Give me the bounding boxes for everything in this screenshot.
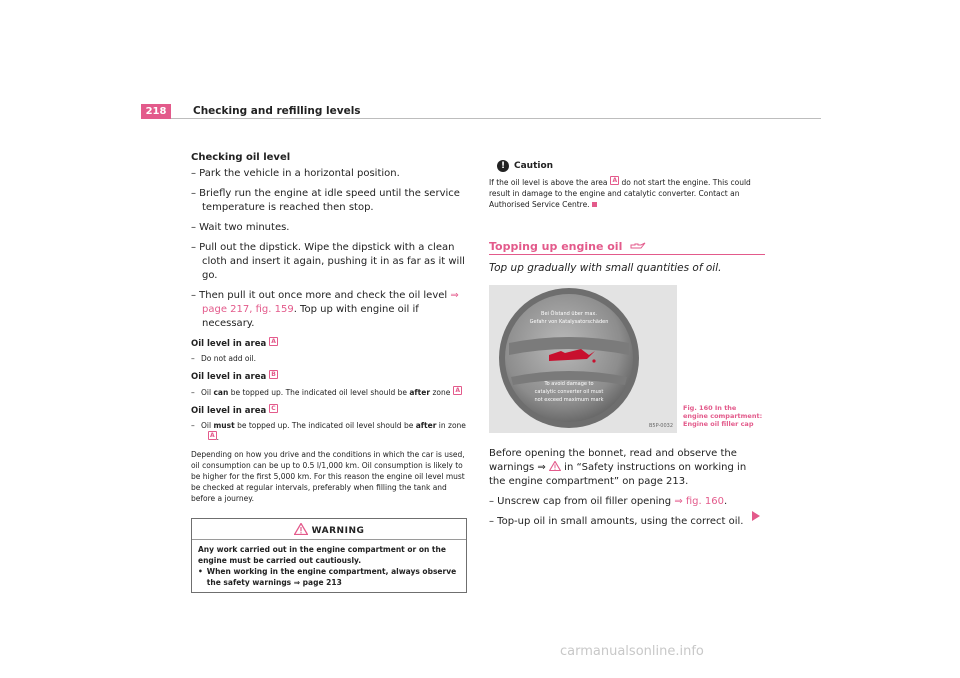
area-c-title — [191, 404, 467, 416]
warning-header — [192, 519, 466, 539]
warning-body — [192, 539, 466, 588]
step-3: – Wait two minutes. — [191, 222, 290, 233]
area-b-badge-2: A — [455, 387, 460, 394]
oil-filler-cap-illustration — [489, 285, 677, 433]
oil-consumption-paragraph: Depending on how you drive and the conditions in which the car is used, oil consumption can be up to 0.5 l/1,000 km. Oil consumption is likely to be higher for the first 5,000 km. For this reason the engine oil level must be checked at regular intervals, preferably when filling the tank and before a journey. — [191, 450, 465, 503]
area-b-text-1: Oil — [201, 388, 214, 397]
area-a-badge: A — [271, 338, 276, 345]
area-b-text-3: zone — [430, 388, 451, 397]
continue-arrow-icon — [752, 511, 760, 521]
page-number: 218 — [141, 104, 171, 119]
area-b-title — [191, 370, 467, 382]
area-b-badge: B — [271, 371, 276, 378]
warning-title: WARNING — [311, 526, 365, 536]
fig-160-link[interactable]: ⇒ fig. 160 — [674, 496, 724, 507]
step-5-text-end: . Top up with engine oil if necessary. — [202, 304, 419, 329]
section-title — [489, 240, 646, 253]
figure-caption: Fig. 160 In the engine compartment: Engine oil filler cap — [683, 404, 763, 428]
caution-icon: ! — [497, 160, 509, 172]
left-column — [191, 152, 467, 593]
caution-text-1: If the oil level is above the area — [489, 178, 608, 187]
cap-text-de-1: Bei Ölstand über max. — [541, 311, 597, 317]
area-b-bold-1: can — [213, 388, 229, 397]
warning-triangle-icon — [294, 523, 308, 535]
lead-text: Top up gradually with small quantities of oil. — [489, 262, 722, 274]
area-b-step: – Oil can be topped up. The indicated oil level should be after zone A — [191, 387, 460, 397]
area-b-bold-2: after — [409, 388, 431, 397]
step-unscrew-end: . — [723, 496, 728, 507]
warning-line-1: Any work carried out in the engine compartment or on the engine must be carried out cautiously. — [198, 545, 446, 565]
area-a-step-text: Do not add oil. — [201, 354, 257, 363]
caution-badge-a: A — [612, 177, 618, 184]
checking-oil-heading: Checking oil level — [191, 152, 291, 163]
warning-bullet-row — [198, 566, 460, 588]
end-of-section-icon — [592, 202, 597, 207]
cap-text-de-2: Gefahr von Katalysatorschäden — [529, 319, 609, 325]
right-body — [489, 447, 765, 535]
step-unscrew-text: – Unscrew cap from oil filler opening — [489, 496, 675, 507]
area-c-label: Oil level in area — [191, 406, 267, 416]
area-c-bold-2: after — [415, 421, 437, 430]
step-2: – Briefly run the engine at idle speed until the service temperature is reached then stop. — [191, 188, 460, 213]
area-a-title — [191, 337, 467, 349]
figure-oil-filler-cap — [489, 285, 677, 433]
cap-text-en-2: catalytic converter oil must — [534, 389, 604, 395]
step-unscrew — [489, 495, 765, 509]
area-c-bold-1: must — [213, 421, 235, 430]
oil-can-icon — [630, 242, 646, 250]
step-5 — [191, 289, 467, 331]
cap-text-en-3: not exceed maximum mark — [534, 397, 604, 403]
step-1: – Park the vehicle in a horizontal position. — [191, 168, 400, 179]
watermark: carmanualsonline.info — [560, 644, 704, 659]
safety-text-2: in “Safety instructions on working in the engine compartment” on page 213. — [489, 462, 747, 487]
area-c-text-3: in zone — [436, 421, 466, 430]
right-column — [489, 160, 765, 210]
cap-text-en-1: To avoid damage to — [544, 381, 594, 387]
area-c-step: – Oil must be topped up. The indicated oil level should be after in zoneA . — [191, 421, 466, 442]
area-a-label: Oil level in area — [191, 339, 267, 349]
area-b-label: Oil level in area — [191, 372, 267, 382]
warning-triangle-icon — [549, 461, 561, 471]
section-title-text: Topping up engine oil — [489, 240, 623, 253]
figure-code: B5P-0032 — [648, 423, 673, 429]
area-a-step: – Do not add oil. — [191, 354, 257, 363]
area-c-text-end: . — [216, 433, 220, 442]
step-4: – Pull out the dipstick. Wipe the dipstick with a clean cloth and insert it again, pushing it in as far as it will go. — [191, 242, 465, 281]
caution-header — [497, 160, 765, 172]
header-title: Checking and refilling levels — [193, 105, 361, 117]
safety-text-1: Before opening the bonnet, read and observe the warnings ⇒ — [489, 448, 737, 473]
area-c-text-2: be topped up. The indicated oil level should be — [234, 421, 416, 430]
area-c-badge-2: A — [210, 432, 215, 439]
caution-title: Caution — [514, 161, 554, 171]
page-217-link[interactable]: ⇒ page 217, fig. 159 — [202, 290, 459, 315]
section-rule — [489, 254, 765, 255]
area-c-badge: C — [271, 405, 276, 412]
warning-bullet-text: When working in the engine compartment, always observe the safety warnings ⇒ page 213 — [206, 567, 457, 587]
caution-text-2: do not start the engine. This could result in damage to the engine and catalytic converter. Contact an Authorised Service Centre. — [489, 178, 751, 209]
header-rule — [171, 118, 821, 119]
area-c-text-1: Oil — [201, 421, 214, 430]
bullet-icon: • — [198, 567, 203, 576]
warning-box — [191, 518, 467, 593]
caution-text — [489, 176, 765, 210]
safety-paragraph — [489, 447, 765, 489]
step-5-text: – Then pull it out once more and check the oil level — [191, 290, 451, 301]
step-top-up: – Top-up oil in small amounts, using the correct oil. — [489, 516, 744, 527]
area-b-text-2: be topped up. The indicated oil level should be — [228, 388, 410, 397]
